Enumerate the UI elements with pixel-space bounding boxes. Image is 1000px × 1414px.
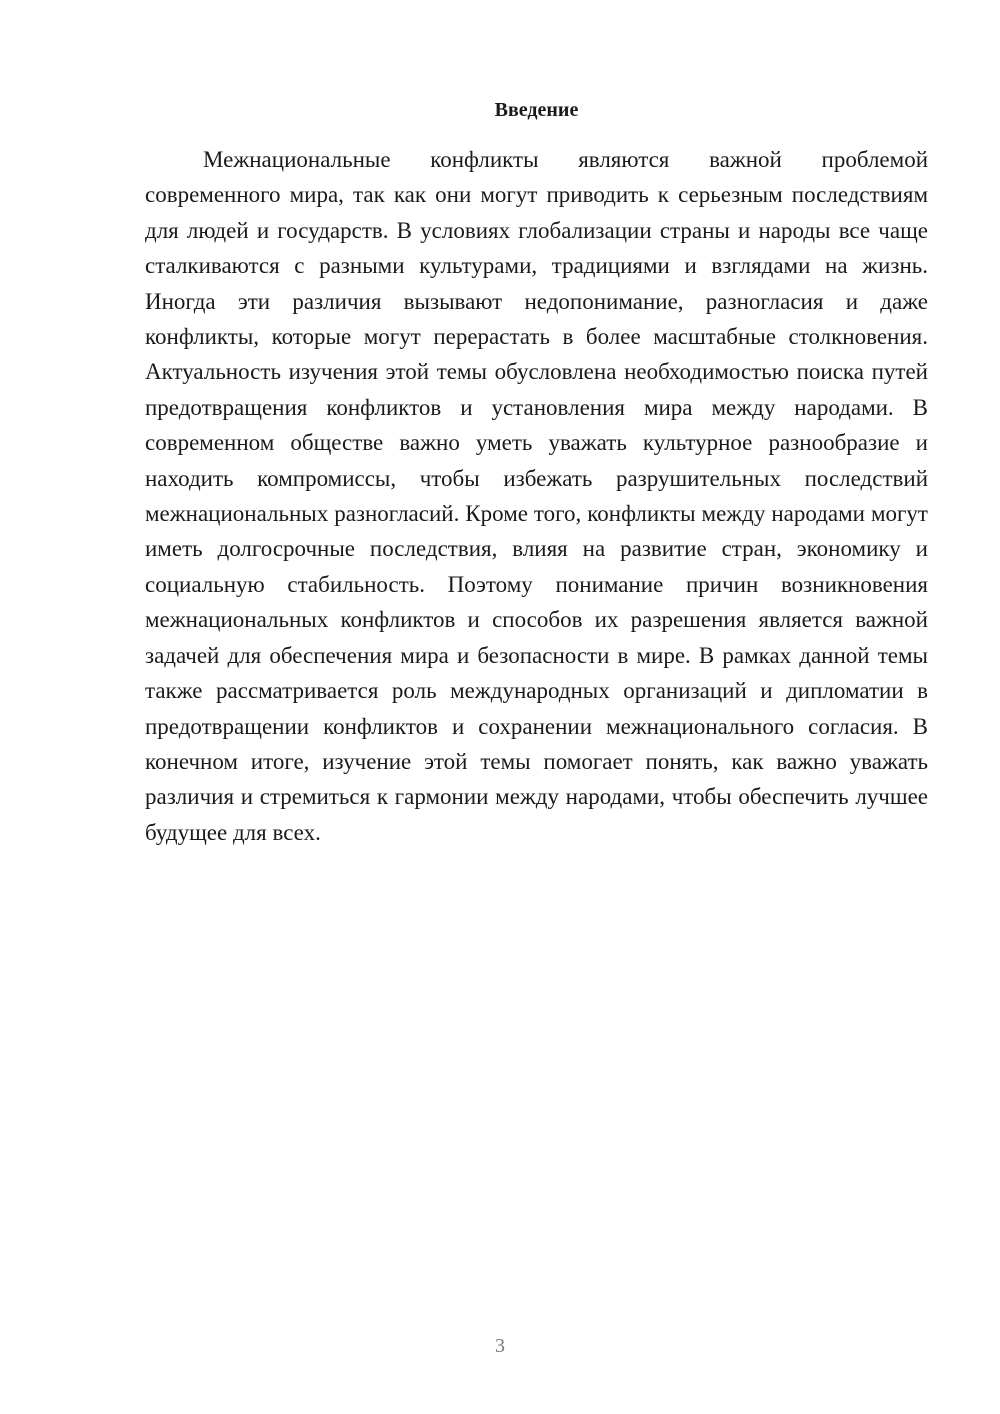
section-heading: Введение bbox=[494, 99, 579, 121]
page-number: 3 bbox=[495, 1335, 505, 1357]
body-paragraph: Межнациональные конфликты являются важной проблемой современного мира, так как они могут приводить к серьезным последствиям для людей и государств. В условиях глобализации страны и народы все чаще сталкиваются с разными культурами, традициями и взглядами на жизнь. Иногда эти различия вызывают недопонимание, разногласия и даже конфликты, которые могут перерастать в более масштабные столкновения. Актуальность изучения этой темы обусловлена необходимостью поиска путей предотвращения конфликтов и установления мира между народами. В современном обществе важно уметь уважать культурное разнообразие и находить компромиссы, чтобы избежать разрушительных последствий межнациональных разногласий. Кроме того, конфликты между народами могут иметь долгосрочные последствия, влияя на развитие стран, экономику и социальную стабильность. Поэтому понимание причин возникновения межнациональных конфликтов и способов их разрешения является важной задачей для обеспечения мира и безопасности в мире. В рамках данной темы также рассматривается роль международных организаций и дипломатии в предотвращении конфликтов и сохранении межнационального согласия. В конечном итоге, изучение этой темы помогает понять, как важно уважать различия и стремиться к гармонии между народами, чтобы обеспечить лучшее будущее для всех. bbox=[145, 147, 928, 845]
